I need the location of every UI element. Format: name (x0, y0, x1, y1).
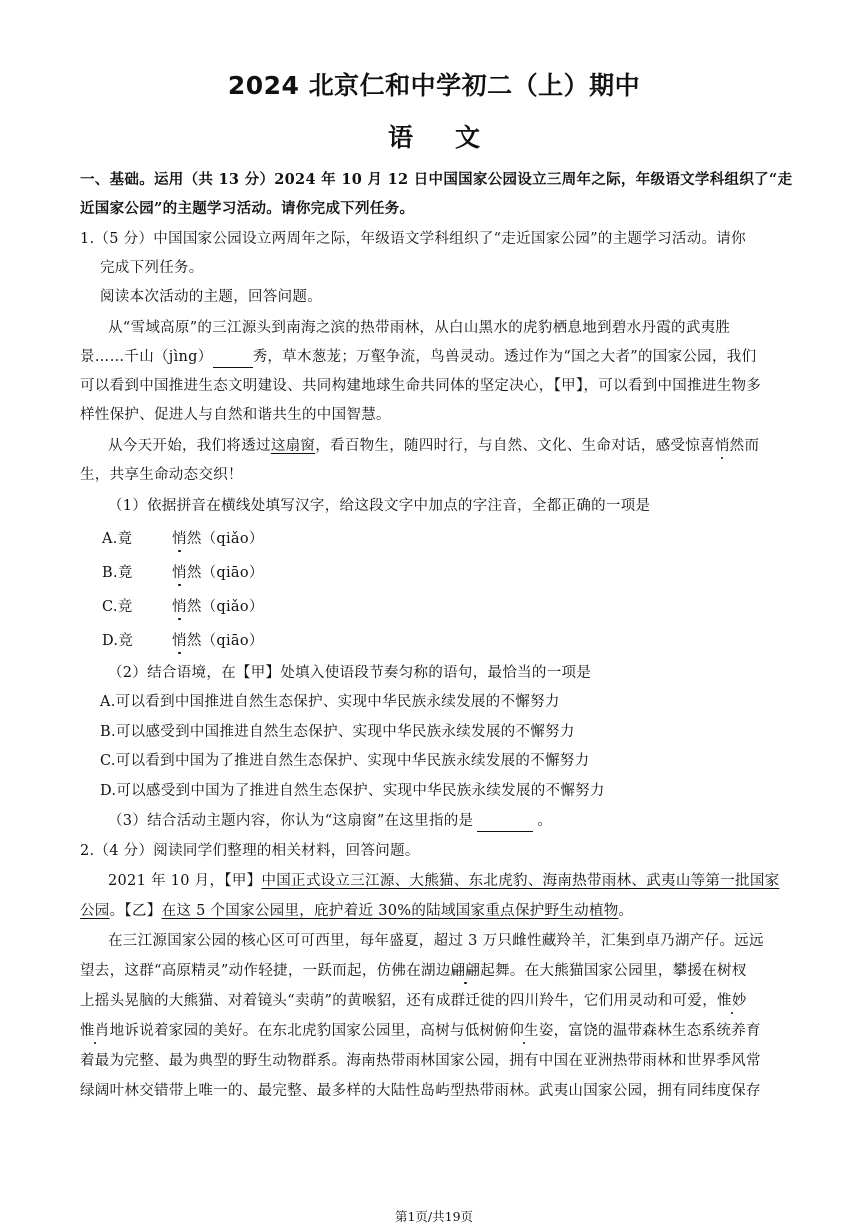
option-d[interactable]: D.可以感受到中国为了推进自然生态保护、实现中华民族永续发展的不懈努力 (100, 783, 605, 799)
passage-text: 然而 (729, 438, 760, 454)
q2-passage-2-line-6: 绿阔叶林交错带上唯一的、最完整、最多样的大陆性岛屿型热带雨林。武夷山国家公园，拥有同纬度保存 (80, 1083, 761, 1099)
passage-text: 起舞。在大熊猫国家公园里，攀援在树杈 (480, 963, 747, 979)
passage-text: 上摇头晃脑的大熊猫、对着镜头“卖萌”的黄喉貂，还有成群迁徙的四川羚牛，它们用灵动和可爱， (80, 993, 718, 1009)
passage-text: 秀，草木葱茏；万壑争流，鸟兽灵动。透过作为“国之大者”的国家公园，我们 (252, 349, 757, 365)
dotted-character: 悄 (172, 633, 187, 649)
passage-1-line-3: 可以看到中国推进生态文明建设、共同构建地球生命共同体的坚定决心，【甲】，可以看到中国推进生物多 (80, 378, 762, 394)
passage-text: 地诉说着家园的美好。在东北虎豹国家公园里，高树与低树 (109, 1023, 495, 1039)
passage-text: 望去，这群“高原精灵”动作轻捷，一跃而起，仿佛在湖边 (80, 963, 451, 979)
page-title: 2024 北京仁和中学初二（上）期中 (227, 71, 641, 100)
dotted-phrase: 惟肖 (80, 1023, 110, 1039)
option-a[interactable]: A.可以看到中国推进自然生态保护、实现中华民族永续发展的不懈努力 (100, 694, 560, 710)
passage-1-line-1: 从“雪域高原”的三江源头到南海之滨的热带雨林，从白山黑水的虎豹栖息地到碧水丹霞的武夷胜 (108, 320, 731, 336)
q2-passage-2-line-1: 在三江源国家公园的核心区可可西里，每年盛夏，超过 3 万只雌性藏羚羊，汇集到卓乃湖产仔。远远 (108, 933, 764, 949)
option-b[interactable] (102, 563, 814, 583)
dotted-character: 悄 (172, 599, 187, 615)
option-label: C.竞 (102, 599, 133, 615)
question-1-stem-line-2: 完成下列任务。 (100, 260, 204, 276)
option-text: 然（qiǎo） (186, 531, 264, 547)
passage-text: ，富饶的温带森林生态系统养育 (553, 1023, 761, 1039)
question-1-instruction: 阅读本次活动的主题，回答问题。 (100, 289, 322, 305)
q2-passage-1-line-1 (108, 871, 792, 891)
option-b[interactable]: B.可以感受到中国推进自然生态保护、实现中华民族永续发展的不懈努力 (100, 724, 575, 740)
q2-passage-2-line-4 (80, 1021, 792, 1041)
dotted-phrase: 俯仰生姿 (494, 1023, 554, 1039)
q2-passage-2-line-5: 着最为完整、最为典型的野生动物群系。海南热带雨林国家公园，拥有中国在亚洲热带雨林和世界季风常 (80, 1053, 761, 1069)
option-c[interactable]: C.可以看到中国为了推进自然生态保护、实现中华民族永续发展的不懈努力 (100, 753, 590, 769)
passage-1-line-4: 样性保护、促进人与自然和谐共生的中国智慧。 (80, 407, 391, 423)
question-text: 。 (537, 813, 553, 829)
sub-question-1: （1）依据拼音在横线处填写汉字，给这段文字中加点的字注音，全都正确的一项是 (108, 498, 651, 514)
page-number: 第1页/共19页 (394, 1209, 474, 1224)
passage-text: 景……千山（jìng） (80, 349, 213, 365)
passage-text: 2021 年 10 月，【甲】 (108, 873, 262, 889)
q2-passage-1-line-2 (80, 901, 792, 921)
passage-1-line-2 (80, 347, 792, 368)
option-label: A.竟 (102, 531, 133, 547)
option-d[interactable] (102, 631, 814, 651)
option-label: D.竞 (102, 633, 134, 649)
dotted-character: 悄 (714, 438, 730, 454)
option-label: B.竟 (102, 565, 133, 581)
option-a[interactable] (102, 529, 814, 549)
sub-question-2: （2）结合语境，在【甲】处填入使语段节奏匀称的语句，最恰当的一项是 (108, 665, 592, 681)
option-text: 然（qiāo） (186, 565, 264, 581)
answer-blank[interactable] (213, 347, 253, 368)
question-1-stem-line-1: 1.（5 分）中国国家公园设立两周年之际，年级语文学科组织了“走近国家公园”的主题学习活动。请你 (80, 231, 746, 247)
underlined-sentence: 公园 (80, 903, 110, 919)
option-text: 然（qiǎo） (186, 599, 264, 615)
section-heading-line-1: 一、基础。运用（共 13 分）2024 年 10 月 12 日中国国家公园设立三周年之际，年级语文学科组织了“走 (80, 171, 793, 188)
subject-heading: 语文 (387, 123, 522, 152)
option-text: 然（qiāo） (186, 633, 264, 649)
passage-text: 。【乙】 (109, 903, 162, 919)
option-c[interactable] (102, 597, 814, 617)
dotted-character: 悄 (172, 531, 187, 547)
dotted-phrase: 惟妙 (717, 993, 747, 1009)
passage-text: 。 (618, 903, 634, 919)
sub-question-3 (108, 811, 792, 832)
section-heading-line-2: 近国家公园”的主题学习活动。请你完成下列任务。 (80, 200, 415, 217)
passage-2-line-2: 生，共享生命动态交织！ (80, 467, 243, 483)
underlined-phrase: 这扇窗 (270, 438, 316, 454)
question-2-stem: 2.（4 分）阅读同学们整理的相关材料，回答问题。 (80, 843, 420, 859)
passage-text: 从今天开始，我们将透过 (108, 438, 271, 454)
underlined-sentence: 在这 5 个国家公园里，庇护着近 30%的陆域国家重点保护野生动植物 (161, 903, 619, 919)
passage-text: ，看百物生，随四时行，与自然、文化、生命对话，感受惊喜 (315, 438, 715, 454)
q2-passage-2-line-3 (80, 991, 792, 1011)
answer-blank[interactable] (477, 811, 533, 832)
passage-2-line-1 (108, 436, 792, 456)
dotted-phrase: 翩翩 (450, 963, 481, 979)
dotted-character: 悄 (172, 565, 187, 581)
q2-passage-2-line-2 (80, 961, 792, 981)
question-text: （3）结合活动主题内容，你认为“这扇窗”在这里指的是 (108, 813, 474, 829)
underlined-sentence: 中国正式设立三江源、大熊猫、东北虎豹、海南热带雨林、武夷山等第一批国家 (261, 873, 780, 889)
